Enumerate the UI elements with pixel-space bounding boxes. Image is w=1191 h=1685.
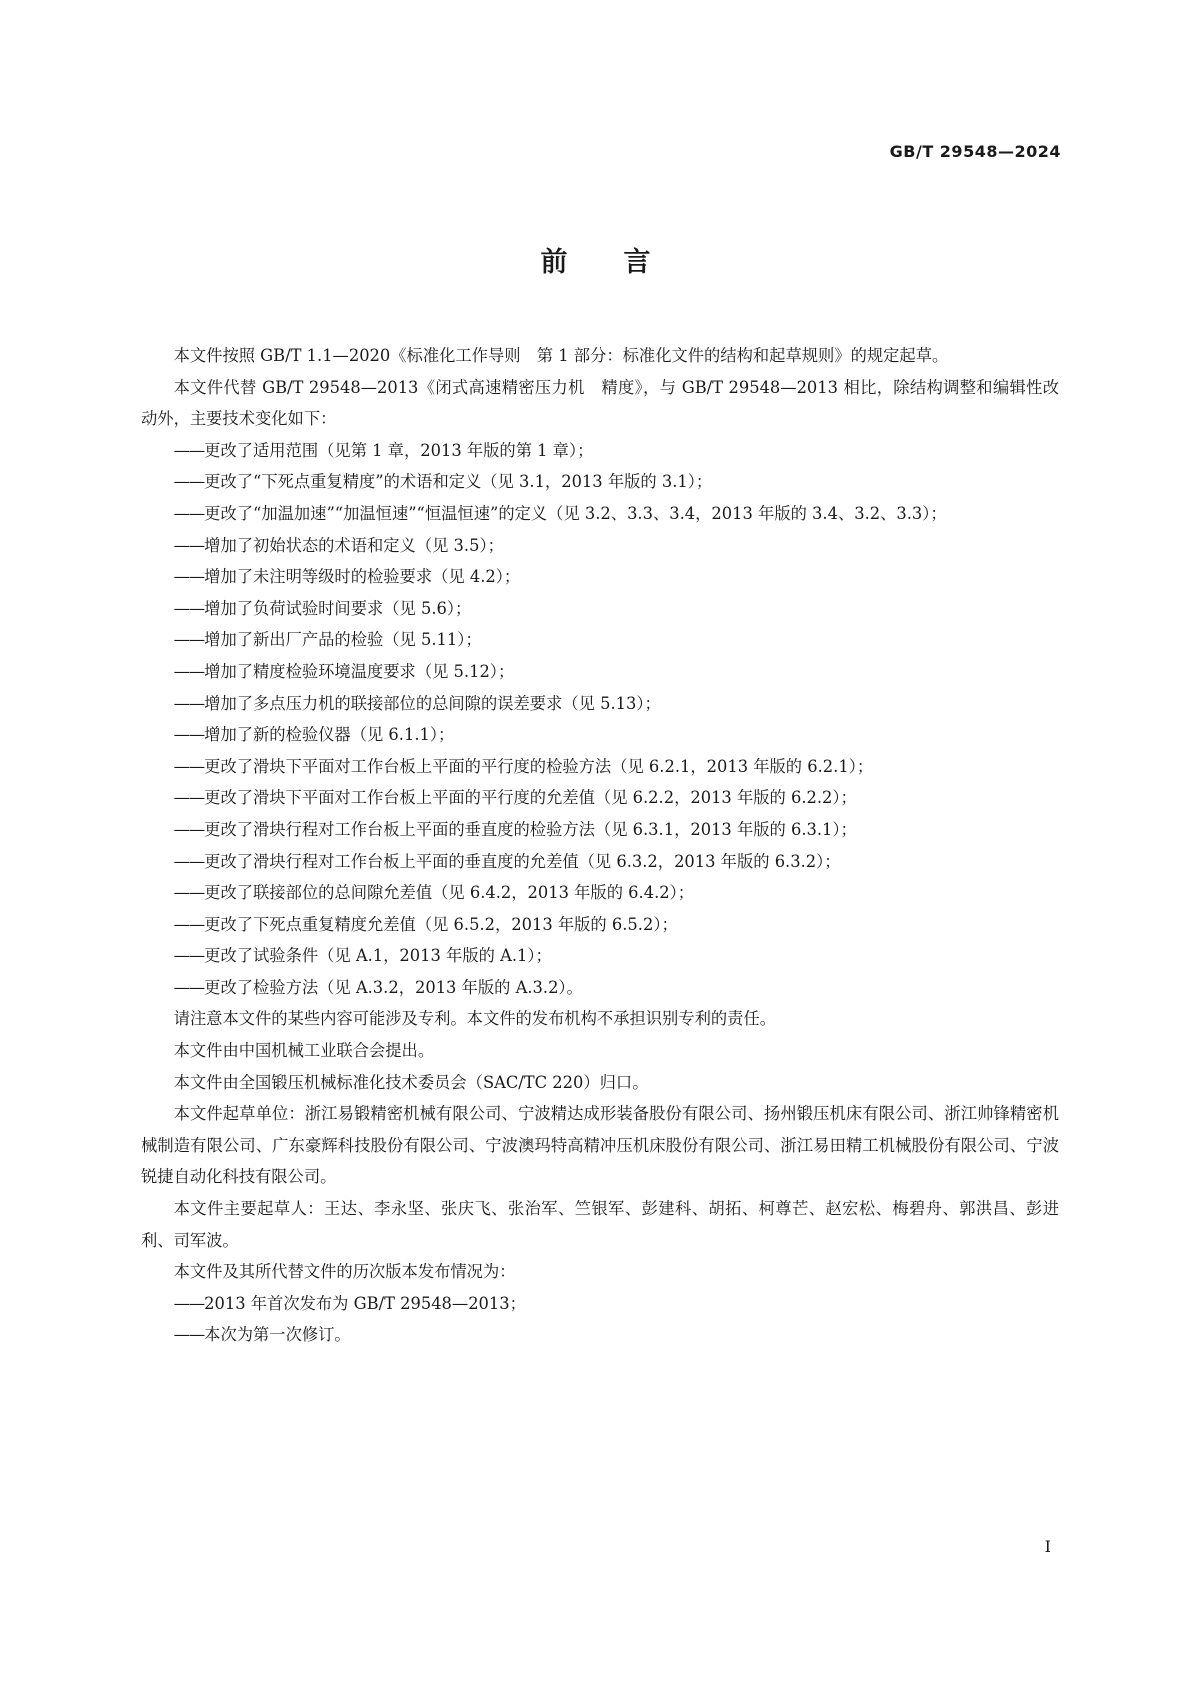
list-item: ——增加了精度检验环境温度要求（见 5.12）； xyxy=(173,661,515,681)
paragraph: 请注意本文件的某些内容可能涉及专利。本文件的发布机构不承担识别专利的责任。 xyxy=(173,1009,777,1029)
list-marker: —— xyxy=(173,819,205,839)
list-marker: —— xyxy=(173,851,205,871)
list-item: ——更改了滑块行程对工作台板上平面的垂直度的允差值（见 6.3.2，2013 年版的 6.3.2）； xyxy=(173,851,841,871)
page-title: 前言 xyxy=(540,247,707,278)
list-item: ——本次为第一次修订。 xyxy=(173,1325,351,1345)
list-item: ——更改了检验方法（见 A.3.2，2013 年版的 A.3.2）。 xyxy=(173,977,583,997)
list-marker: —— xyxy=(173,503,205,523)
list-marker: —— xyxy=(173,756,205,776)
paragraph: 本文件主要起草人：王达、李永坚、张庆飞、张治军、竺银军、彭建科、胡拓、柯尊芒、赵宏松、梅碧舟、郭洪昌、彭进利、司军波。 xyxy=(141,1199,1059,1250)
list-marker: —— xyxy=(173,914,205,934)
list-item: ——增加了多点压力机的联接部位的总间隙的误差要求（见 5.13）； xyxy=(173,693,661,713)
list-item: ——增加了新出厂产品的检验（见 5.11）； xyxy=(173,630,482,650)
list-item: ——增加了未注明等级时的检验要求（见 4.2）； xyxy=(173,567,521,587)
list-marker: —— xyxy=(173,1293,205,1313)
list-item: ——更改了滑块行程对工作台板上平面的垂直度的检验方法（见 6.3.1，2013 年版的 6.3.1）； xyxy=(173,819,857,839)
list-marker: —— xyxy=(173,788,205,808)
list-item: ——更改了试验条件（见 A.1，2013 年版的 A.1）； xyxy=(173,946,552,966)
paragraph: 本文件起草单位：浙江易锻精密机械有限公司、宁波精达成形装备股份有限公司、扬州锻压机床有限公司、浙江帅锋精密机械制造有限公司、广东豪辉科技股份有限公司、宁波澳玛特高精冲压机床股份有限公司、浙江易田精工机械股份有限公司、宁波锐捷自动化科技有限公司。 xyxy=(141,1104,1059,1187)
list-item: ——更改了适用范围（见第 1 章，2013 年版的第 1 章）； xyxy=(173,440,594,460)
paragraph: 本文件由中国机械工业联合会提出。 xyxy=(173,1041,435,1061)
list-item: ——更改了下死点重复精度允差值（见 6.5.2，2013 年版的 6.5.2）； xyxy=(173,914,678,934)
standard-code: GB/T 29548—2024 xyxy=(889,142,1061,161)
paragraph: 本文件按照 GB/T 1.1—2020《标准化工作导则 第 1 部分：标准化文件的结构和起草规则》的规定起草。 xyxy=(173,346,949,365)
list-marker: —— xyxy=(173,598,205,618)
list-item: ——更改了“下死点重复精度”的术语和定义（见 3.1，2013 年版的 3.1）； xyxy=(173,472,713,492)
list-item: ——更改了滑块下平面对工作台板上平面的平行度的允差值（见 6.2.2，2013 年版的 6.2.2）； xyxy=(173,788,857,808)
list-marker: —— xyxy=(173,630,205,650)
paragraph: 本文件代替 GB/T 29548—2013《闭式高速精密压力机 精度》，与 GB/T 29548—2013 相比，除结构调整和编辑性改动外，主要技术变化如下： xyxy=(141,377,1059,429)
list-item: ——增加了初始状态的术语和定义（见 3.5）； xyxy=(173,535,504,555)
list-marker: —— xyxy=(173,535,205,555)
page-number: I xyxy=(1044,1537,1051,1556)
paragraph: 本文件由全国锻压机械标准化技术委员会（SAC/TC 220）归口。 xyxy=(173,1072,649,1092)
list-marker: —— xyxy=(173,883,205,903)
list-item: ——更改了联接部位的总间隙允差值（见 6.4.2，2013 年版的 6.4.2）； xyxy=(173,883,695,903)
preface-body xyxy=(141,340,1059,1351)
list-marker: —— xyxy=(173,1325,205,1345)
list-marker: —— xyxy=(173,440,205,460)
changes-list xyxy=(141,435,1059,1004)
list-marker: —— xyxy=(173,472,205,492)
list-marker: —— xyxy=(173,567,205,587)
list-item: ——2013 年首次发布为 GB/T 29548—2013； xyxy=(173,1293,526,1313)
list-marker: —— xyxy=(173,661,205,681)
list-item: ——更改了“加温加速”“加温恒速”“恒温恒速”的定义（见 3.2、3.3、3.4，2013 年版的 3.4、3.2、3.3）； xyxy=(173,503,947,523)
list-item: ——增加了新的检验仪器（见 6.1.1）； xyxy=(173,725,455,745)
list-marker: —— xyxy=(173,977,205,997)
history-list xyxy=(141,1288,1059,1351)
list-marker: —— xyxy=(173,946,205,966)
list-marker: —— xyxy=(173,725,205,745)
list-marker: —— xyxy=(173,693,205,713)
list-item: ——更改了滑块下平面对工作台板上平面的平行度的检验方法（见 6.2.1，2013 年版的 6.2.1）； xyxy=(173,756,874,776)
list-item: ——增加了负荷试验时间要求（见 5.6）； xyxy=(173,598,472,618)
paragraph: 本文件及其所代替文件的历次版本发布情况为： xyxy=(173,1262,516,1282)
